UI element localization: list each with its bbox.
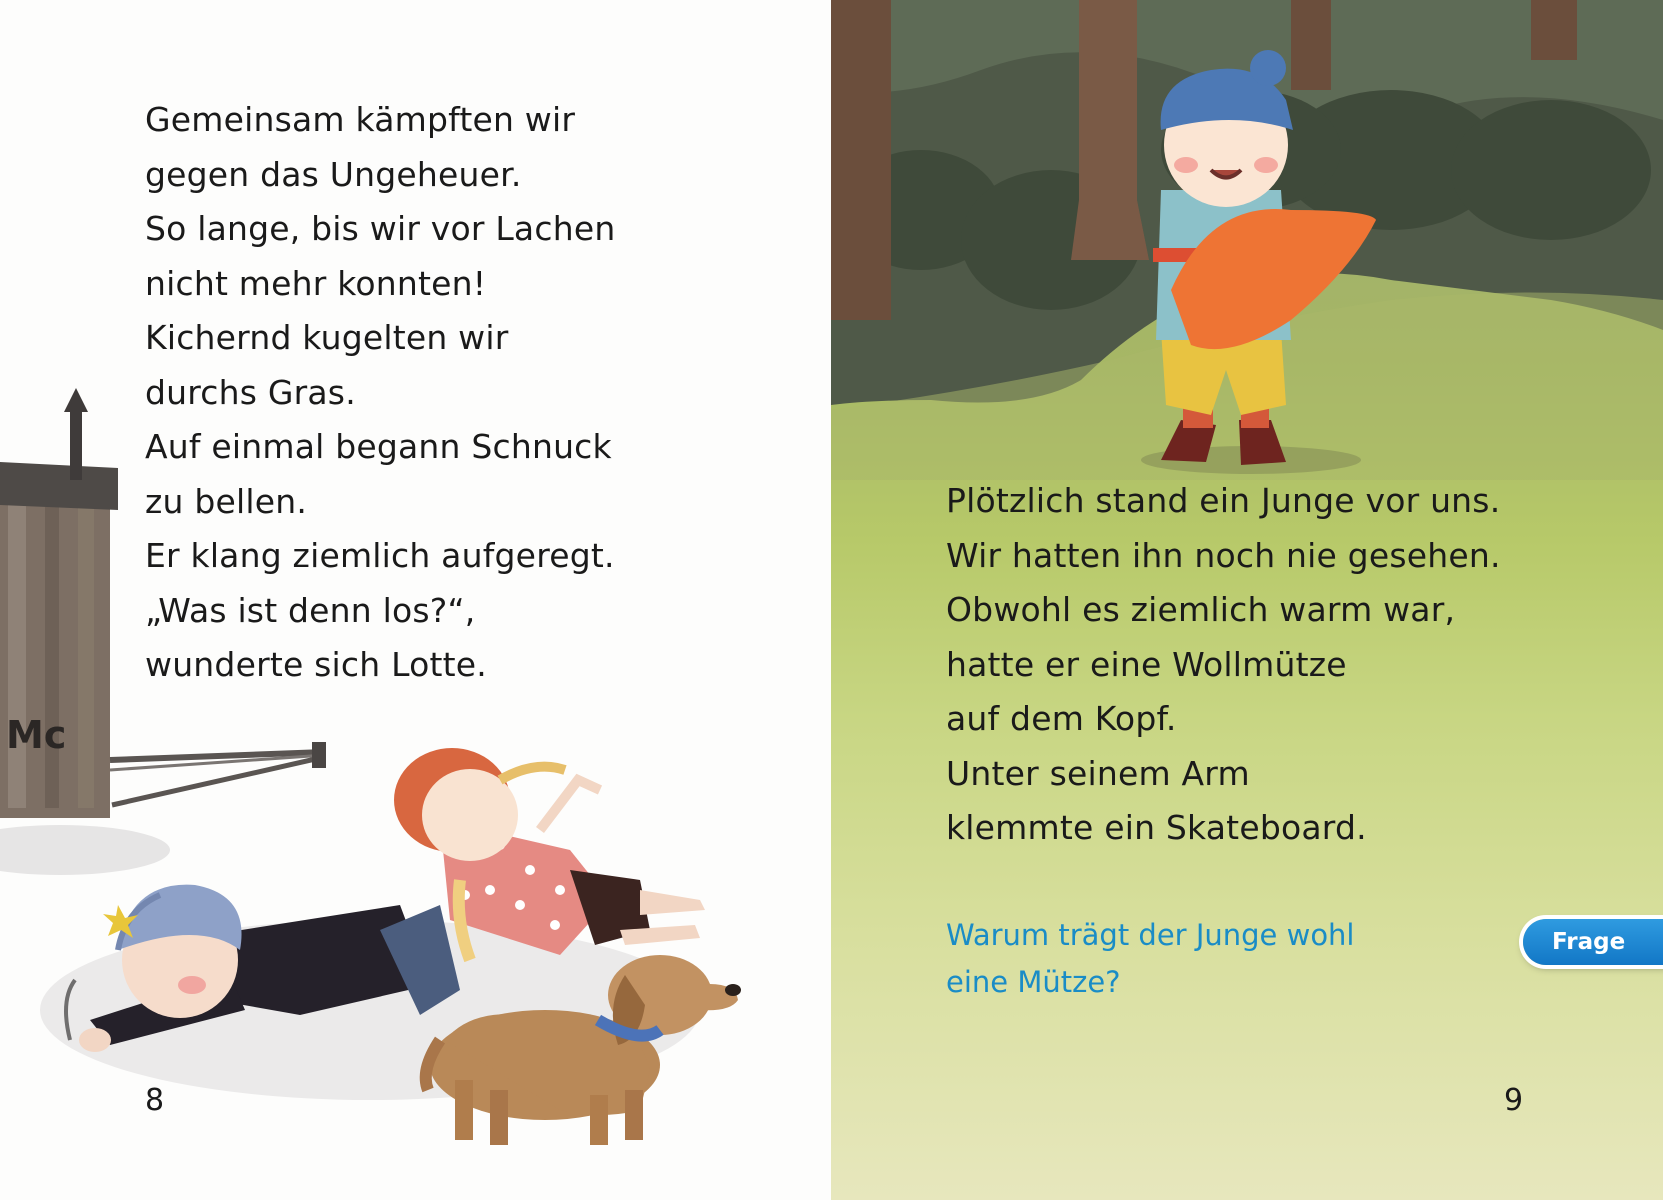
- right-page: [831, 0, 1663, 1200]
- story-line: Kichernd kugelten wir: [145, 318, 509, 357]
- story-line: auf dem Kopf.: [946, 699, 1177, 738]
- right-page-story-text: [946, 474, 1501, 856]
- question-line: Warum trägt der Junge wohl: [946, 918, 1355, 952]
- frage-tab-button[interactable]: Frage: [1523, 919, 1663, 965]
- story-line: So lange, bis wir vor Lachen: [145, 209, 616, 248]
- story-line: wunderte sich Lotte.: [145, 645, 487, 684]
- story-line: Wir hatten ihn noch nie gesehen.: [946, 535, 1501, 575]
- story-line: Auf einmal begann Schnuck: [145, 427, 612, 466]
- left-page: [0, 0, 831, 1200]
- question-line: eine Mütze?: [946, 965, 1121, 999]
- story-line: klemmte ein Skateboard.: [946, 808, 1367, 847]
- page-number-left: 8: [145, 1083, 165, 1118]
- story-line: Er klang ziemlich aufgeregt.: [145, 536, 615, 575]
- reading-question: [946, 912, 1355, 1006]
- story-line: „Was ist denn los?“,: [145, 590, 476, 630]
- story-line: Obwohl es ziemlich warm war,: [946, 590, 1456, 629]
- story-line: nicht mehr konnten!: [145, 263, 487, 303]
- story-line: zu bellen.: [145, 481, 308, 521]
- story-line: Gemeinsam kämpften wir: [145, 100, 576, 139]
- story-line: Unter seinem Arm: [946, 753, 1250, 793]
- story-line: durchs Gras.: [145, 372, 356, 412]
- ground-shadow-left: [0, 825, 170, 875]
- sign-graffiti: Mc: [6, 713, 67, 757]
- left-page-story-text: [145, 93, 615, 693]
- story-line: gegen das Ungeheuer.: [145, 154, 522, 194]
- page-number-right: 9: [1504, 1083, 1524, 1118]
- story-line: hatte er eine Wollmütze: [946, 644, 1347, 684]
- story-line: Plötzlich stand ein Junge vor uns.: [946, 481, 1501, 520]
